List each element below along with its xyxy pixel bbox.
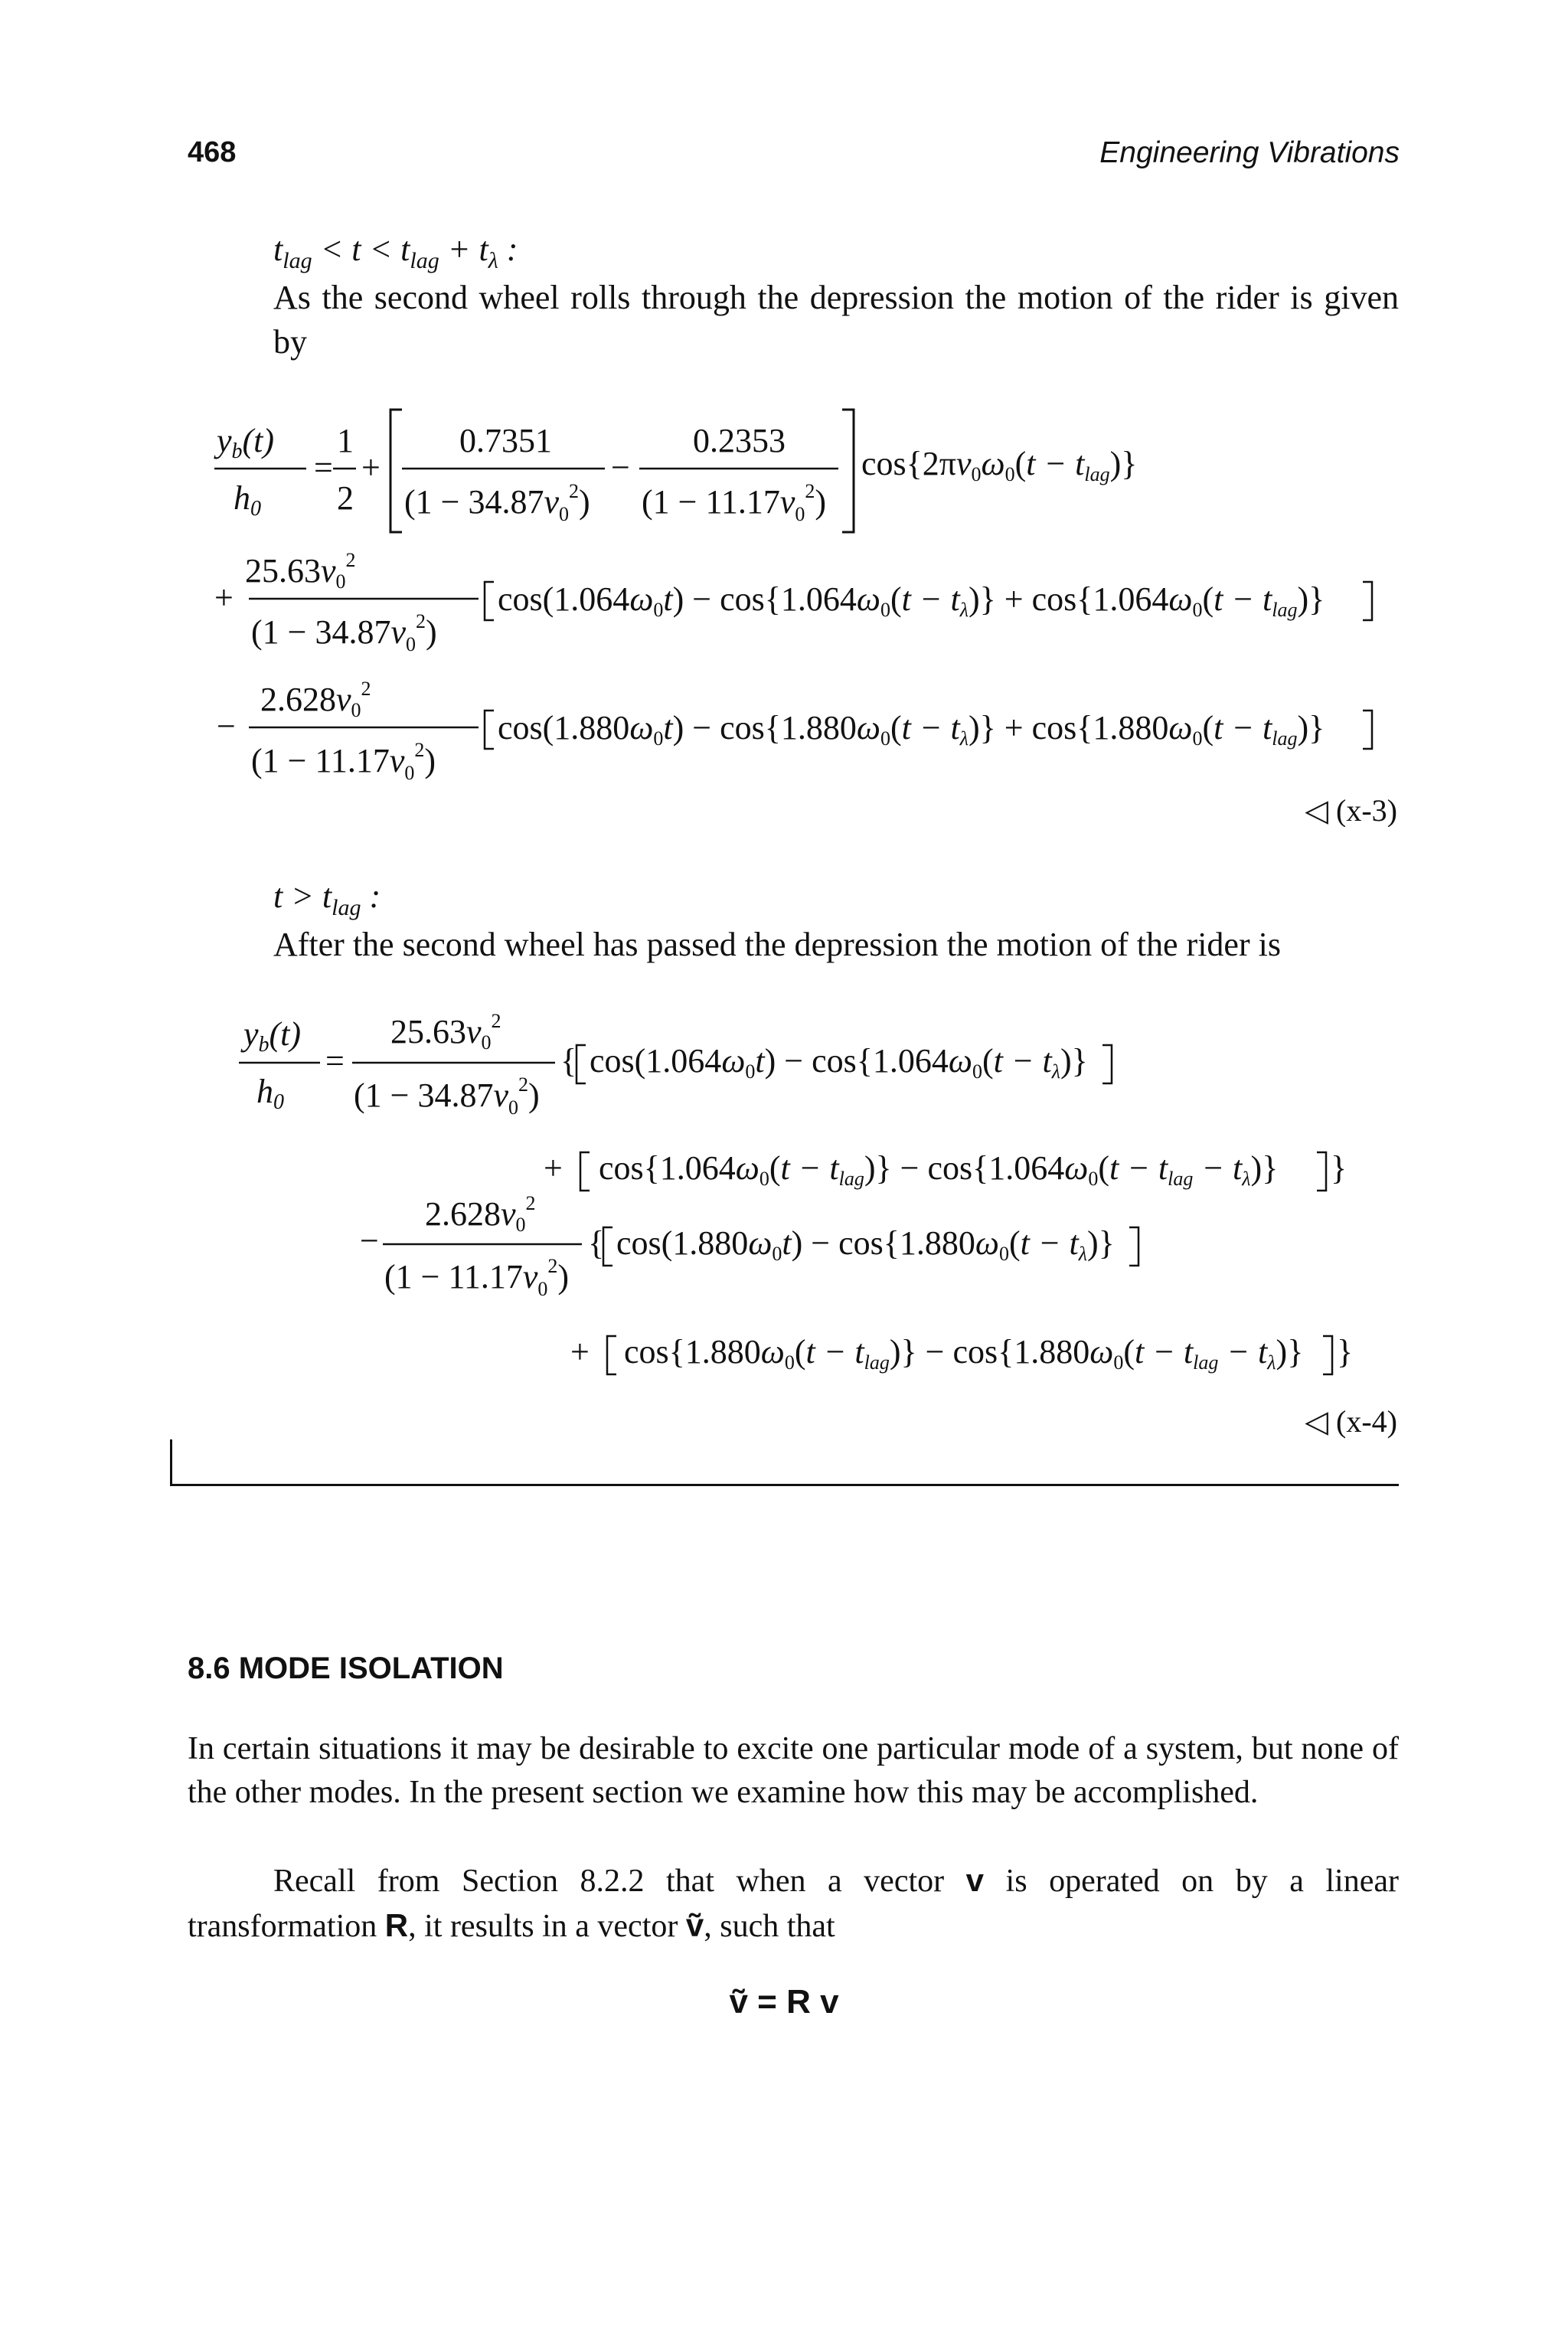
section-paragraph-1: In certain situations it may be desirable to excite one particular mode of a system, but none of the other modes. In the present section we examine how this may be accomplished.	[188, 1731, 1399, 1810]
svg-text:(1 − 34.87v02): $(1 - 34.87v_0^2)$	[354, 1073, 540, 1119]
vector-v-tilde: ṽ	[685, 1907, 704, 1943]
svg-text:cos{1.064ω0(t − tlag)} − cos{1: cos{1.064ω0(t − tlag)} − cos{1.064ω0(t − tlag − tλ)}	[599, 1149, 1279, 1190]
svg-text:cos{2πv0ω0(t − tlag)}: cos{2πv0ω0(t − tlag)}	[861, 445, 1138, 485]
svg-text:0.7351: 0.7351	[459, 422, 552, 459]
svg-text:h0: h0	[234, 479, 261, 521]
svg-text:0.2353: 0.2353	[693, 422, 786, 459]
svg-text:h0: h0	[256, 1073, 284, 1114]
svg-text:+: +	[570, 1333, 590, 1371]
svg-text:cos(1.064ω0t) − cos{1.064ω0(t: cos(1.064ω0t) − cos{1.064ω0(t − tλ)} + cos{1.064ω0(t − tlag)}	[498, 580, 1325, 621]
svg-text:2.628v02: $2.628v0^2$	[260, 678, 371, 721]
section-heading: 8.6 MODE ISOLATION	[188, 1652, 504, 1685]
equation-tag-x3: ◁ (x-3)	[1305, 793, 1397, 827]
svg-text:−: −	[360, 1222, 379, 1259]
equation-tag-x4: ◁ (x-4)	[1305, 1404, 1397, 1439]
svg-text:yb(t): yb(t)	[243, 1015, 302, 1057]
svg-text:yb(t): yb(t)	[217, 422, 275, 463]
svg-text:2: 2	[337, 479, 354, 517]
svg-text:25.63v02: $25.63v0^2$	[390, 1010, 501, 1054]
svg-text:+: +	[361, 449, 381, 486]
svg-text:(1 − 34.87v02): $(1 - 34.87v_0^2)$	[404, 480, 590, 525]
svg-text:cos(1.064ω0t) − cos{1.064ω0(t: cos(1.064ω0t) − cos{1.064ω0(t − tλ)}	[590, 1042, 1088, 1083]
svg-text:cos(1.880ω0t) − cos{1.880ω0(t: cos(1.880ω0t) − cos{1.880ω0(t − tλ)} + cos{1.880ω0(t − tlag)}	[498, 709, 1325, 750]
svg-text:(1 − 11.17v02): $(1 - 11.17v_0^2)$	[251, 739, 436, 784]
svg-text:+: +	[214, 579, 234, 616]
svg-text:=: =	[314, 449, 333, 486]
svg-text:−: −	[611, 449, 630, 486]
page-number: 468	[188, 136, 237, 168]
equation-x3	[0, 398, 1568, 827]
svg-text:−: −	[217, 707, 236, 745]
svg-text:=: =	[325, 1042, 345, 1080]
case1-condition: $t_{lag} < t < t_{lag} + t_\lambda$ :	[273, 230, 518, 273]
svg-text:cos{1.880ω0(t − tlag)} − cos{1: cos{1.880ω0(t − tlag)} − cos{1.880ω0(t − tlag − tλ)}	[624, 1333, 1304, 1374]
case1-text: As the second wheel rolls through the depression the motion of the rider is given by	[273, 279, 1399, 361]
svg-text:(1 − 11.17v02): $(1 - 11.17v_0^2)$	[642, 480, 827, 525]
case2-text: After the second wheel has passed the depression the motion of the rider is	[273, 926, 1281, 963]
example-end-rule	[170, 1484, 1399, 1486]
equation-x4	[0, 995, 1568, 1462]
running-title: Engineering Vibrations	[1099, 136, 1400, 169]
svg-text:+: +	[544, 1149, 563, 1187]
example-end-bar	[170, 1439, 172, 1485]
svg-text:(1 − 11.17v02): $(1 - 11.17v_0^2)$	[384, 1255, 570, 1300]
svg-text:}: }	[1331, 1149, 1348, 1187]
svg-text:2.628v02: $2.628v0^2$	[425, 1192, 536, 1236]
transform-R: R	[384, 1907, 409, 1943]
svg-text:{: {	[560, 1042, 577, 1080]
svg-text:(1 − 34.87v02): $(1 - 34.87v_0^2)$	[251, 610, 437, 655]
svg-text:cos(1.880ω0t) − cos{1.880ω0(t: cos(1.880ω0t) − cos{1.880ω0(t − tλ)}	[616, 1224, 1115, 1265]
svg-text:1: 1	[337, 422, 354, 459]
svg-text:{: {	[588, 1224, 605, 1262]
final-equation: ṽ = R v	[729, 1983, 839, 2021]
vector-v: v	[965, 1862, 984, 1898]
section-paragraph-2: Recall from Section 8.2.2 that when a vector v is operated on by a linear transformation R, it results in a vector ṽ, such that	[188, 1862, 1399, 1944]
case2-condition: $t > t_{lag}$ :	[273, 877, 381, 920]
svg-text:25.63v02: $25.63v0^2$	[245, 549, 356, 593]
svg-text:}: }	[1337, 1333, 1354, 1371]
